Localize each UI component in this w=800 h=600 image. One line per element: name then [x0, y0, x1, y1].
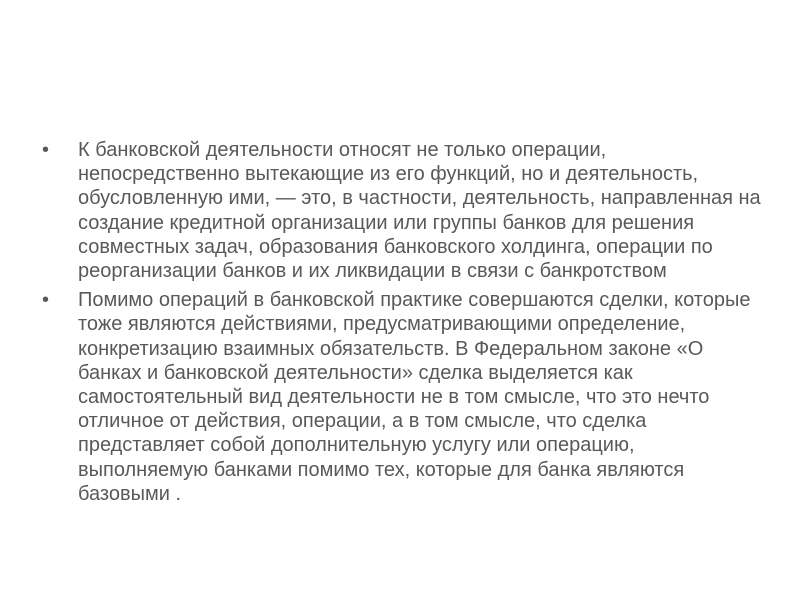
bullet-text-transactions: Помимо операций в банковской практике совершаются сделки, которые тоже являются действиями, предусматривающими определение, конкретизацию взаимных обязательств. В Федеральном законе «О банках и банковской деятельности» сделка выделяется как самостоятельный вид деятельности не в том смысле, что это нечто отличное от действия, операции, а в том смысле, что сделка представляет собой дополнительную услугу или операцию, выполняемую банками помимо тех, которые для банка являются базовыми . — [78, 289, 751, 505]
bullet-list — [42, 138, 762, 511]
bullet-item-2 — [42, 288, 762, 506]
bullet-item-1 — [42, 138, 762, 283]
bullet-dot-icon: • — [42, 139, 50, 161]
bullet-dot-icon: • — [42, 289, 50, 312]
bullet-text-banking-activities: К банковской деятельности относят не только операции, непосредственно вытекающие из его функций, но и деятельность, обусловленную ими, — это, в частности, деятельность, направленная на создание кредитной организации или группы банков для решения совместных задач, образования банковского холдинга, операции по реорганизации банков и их ликвидации в связи с банкротством — [78, 139, 761, 283]
